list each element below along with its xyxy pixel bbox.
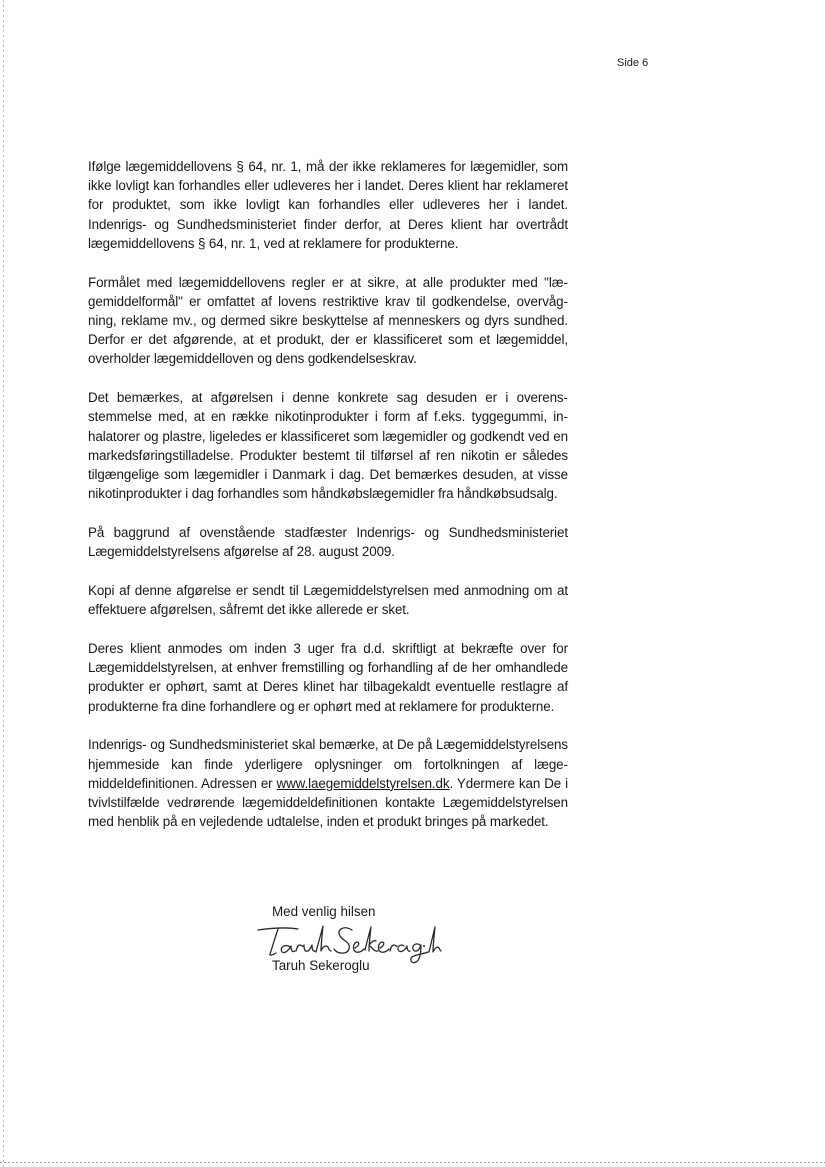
paragraph-copy-sent: Kopi af denne afgørelse er sendt til Lægemiddelstyrelsen med anmodning om at effektuere afgørelsen, såfremt det ikke allerede er sket.: [88, 583, 568, 618]
further-info-text-end: . Ydermere kan De i tvivlstilfælde vedrørende lægemiddeldefinitionen kontakte Lægemiddelstyrelsen med henblik på en vejledende udtalelse, inden et produkt bringes på markedet.: [88, 775, 568, 830]
further-info-text-start: Indenrigs- og Sundhedsministeriet skal bemærke, at De på Lægemiddelstyrelsens hjemmeside kan finde yderligere oplysninger om fortolkningen af lægemiddeldefinitionen. Adressen er: [88, 737, 568, 791]
agency-website-link[interactable]: www.laegemiddelstyrelsen.dk: [276, 775, 450, 791]
paragraph-client-request: Deres klient anmodes om inden 3 uger fra d.d. skriftligt at bekræfte over for Lægemiddelstyrelsen, at enhver fremstilling og forhandling af de her omhandlede produkter er ophørt, samt at Deres klinet har tilbagekaldt eventuelle restlagre af produkterne fra dine forhandlere og er ophørt med at reklamere for produkterne.: [88, 641, 568, 714]
paragraph-further-information: [88, 735, 568, 831]
paragraph-purpose-of-rules: Formålet med lægemiddellovens regler er at sikre, at alle produkter med "lægemiddelformål" er omfattet af lovens restriktive krav til godkendelse, overvågning, reklame mv., og dermed sikre beskyttelse af menneskers og dyrs sundhed. Derfor er det afgørende, at et produkt, der er klassificeret som et lægemiddel, overholder lægemiddelloven og dens godkendelseskrav.: [88, 274, 568, 367]
paragraph-nicotine-products: Det bemærkes, at afgørelsen i denne konkrete sag desuden er i overensstemmelse med, at en række nikotinprodukter i form af f.eks. tyggegummi, inhalatorer og plastre, ligeledes er klassificeret som lægemidler og godkendt ved en markedsføringstilladelse. Produkter bestemt til tilførsel af ren nikotin er således tilgængelige som lægemidler i Danmark i dag. Det bemærkes desuden, at visse nikotinprodukter i dag forhandles som håndkøbslægemidler fra håndkøbsudsalg.: [88, 390, 568, 502]
letter-body: [88, 157, 568, 851]
paragraph-decision-upheld: På baggrund af ovenstående stadfæster Indenrigs- og Sundhedsministeriet Lægemiddelstyrelsens afgørelse af 28. august 2009.: [88, 525, 568, 560]
page-number: Side 6: [617, 57, 649, 69]
signer-name: Taruh Sekeroglu: [272, 958, 370, 973]
page-scan-edge-bottom: [0, 1162, 825, 1163]
page-scan-edge-left: [3, 0, 4, 1167]
closing-greeting: Med venlig hilsen: [272, 904, 376, 919]
paragraph-advertising-ban: Ifølge lægemiddellovens § 64, nr. 1, må der ikke reklameres for lægemidler, som ikke lovligt kan forhandles eller udleveres her i landet. Deres klient har reklameret for produktet, som ikke lovligt kan forhandles eller udleveres her i landet. Indenrigs- og Sundhedsministeriet finder derfor, at Deres klient har overtrådt lægemiddellovens § 64, nr. 1, ved at reklamere for produkterne.: [88, 159, 568, 251]
